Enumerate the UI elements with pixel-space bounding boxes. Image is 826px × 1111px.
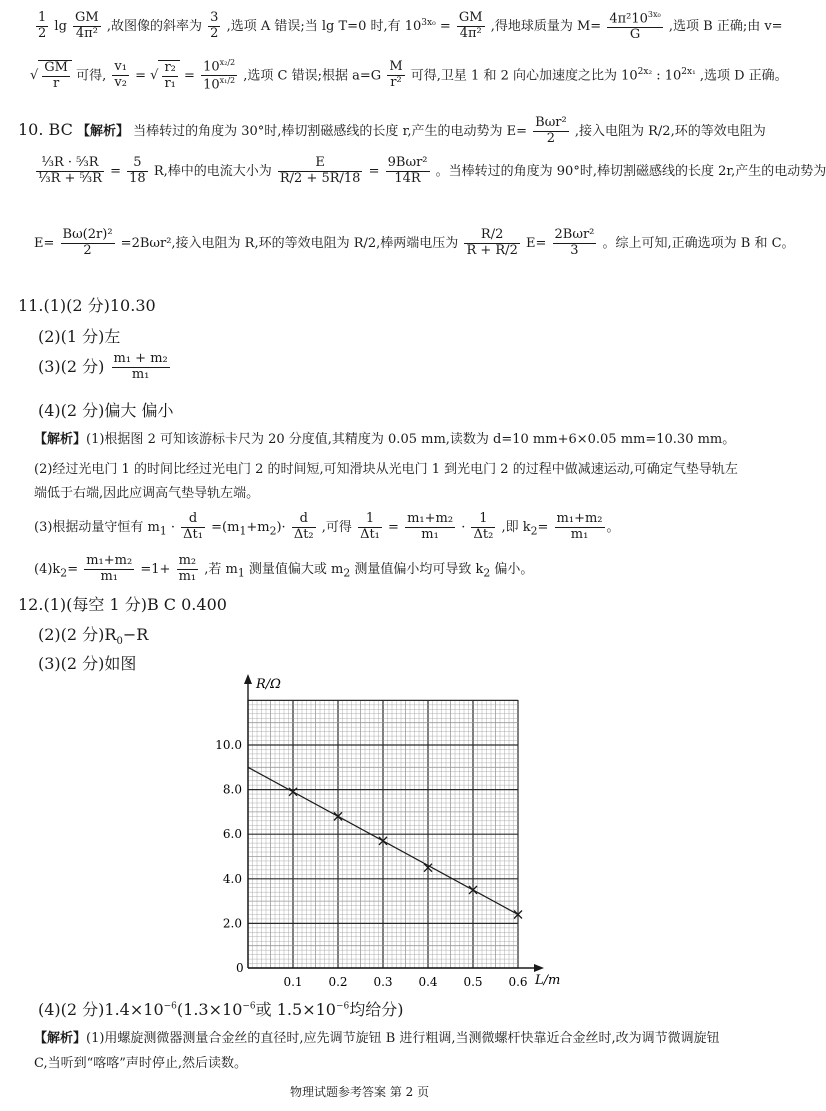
x-axis-arrow — [534, 964, 544, 972]
text: : 10 — [656, 68, 682, 84]
fraction: $\frac{1}{2}$ — [38, 10, 47, 42]
fraction: $\frac{\text{m₁ + m₂}}{\text{m₁}}$ — [113, 351, 168, 382]
q11-exp-2a: (2)经过光电门 1 的时间比经过光电门 2 的时间短,可知滑块从光电门 1 到光电门 2 的过程中做减速运动,可确定气垫导轨左 — [34, 462, 738, 477]
text: ,即 k — [501, 519, 531, 535]
y-tick-label: 8.0 — [222, 782, 242, 797]
text: ,选项 C 错误;根据 a=G — [243, 68, 382, 84]
x-tick-label: 0.4 — [418, 975, 438, 989]
text: =1+ — [140, 561, 171, 577]
answer: 或 1.5×10 — [255, 1000, 336, 1019]
fraction: $\frac{\text{Bω(2r)²}}{2}$ — [62, 227, 113, 258]
answer: (1.3×10 — [176, 1000, 243, 1019]
text: (1)根据图 2 可知该游标卡尺为 20 分度值,其精度为 0.05 mm,读数为 d=10 mm+6×0.05 mm=10.30 mm。 — [86, 432, 736, 447]
q12-number: 12. — [18, 595, 44, 614]
text: (4)k — [34, 561, 61, 577]
fraction: $\frac{R/2}{R + R/2}$ — [466, 227, 518, 258]
fraction: $\frac{\text{Bωr²}}{2}$ — [535, 115, 567, 146]
text: ,故图像的斜率为 — [106, 19, 203, 35]
answer: (2)(2 分)R — [38, 625, 117, 644]
fraction: $\frac{\text{m₂}}{\text{m₁}}$ — [178, 553, 197, 584]
q12-answer-3: (3)(2 分)如图 — [38, 654, 137, 673]
q11-answer-1 — [18, 293, 156, 316]
y-axis-label: R/Ω — [256, 677, 281, 692]
text: = — [135, 68, 147, 84]
answer: −R — [122, 625, 149, 644]
analysis-tag: 【解析】 — [34, 1031, 87, 1046]
x-tick-label: 0.1 — [283, 975, 303, 989]
x-tick-label: 0.2 — [328, 975, 348, 989]
answer: (1)(每空 1 分)B C 0.400 — [43, 595, 227, 614]
text: 。当棒转过的角度为 90°时,棒切割磁感线的长度 2r,产生的电动势为 — [435, 163, 826, 179]
text: ,接入电阻为 R/2,环的等效电阻为 — [574, 123, 766, 139]
q10-line-1 — [18, 116, 766, 147]
fraction: $\frac{d}{\text{Δt₂}}$ — [293, 511, 314, 542]
y-tick-label: 10.0 — [215, 738, 242, 752]
analysis-tag: 【解析】 — [76, 123, 129, 139]
q12-answer-4: (4)(2 分)$1.4\times 10^{-6}(1.3\times 10^{-6}$或 $1.5\times 10^{-6}$均给分) — [38, 1000, 404, 1019]
q12-exp-2: C,当听到“喀喀”声时停止,然后读数。 — [34, 1056, 248, 1071]
fraction: $\frac{d}{\text{Δt₁}}$ — [183, 511, 203, 542]
text: 可得,卫星 1 和 2 向心加速度之比为 10 — [410, 68, 638, 84]
q10-line-2 — [34, 156, 826, 187]
text: ,得地球质量为 M= — [490, 19, 602, 35]
q11-exp-4: $(4)k_2=$ $\frac{\text{m₁+m₂}}{\text{m₁}}$ =1+ $\frac{\text{m₂}}{\text{m₁}}$ ,若 $m_1$ 测量值偏大或 $m_2$ 测量值偏小均可导致 $k_2$ 偏小。 — [34, 553, 534, 584]
answer: (1)(2 分)10.30 — [43, 296, 156, 315]
origin-label: 0 — [236, 961, 244, 975]
q12-exp-1 — [34, 1027, 720, 1046]
fraction: $\frac{\text{m₁+m₂}}{\text{m₁}}$ — [556, 511, 603, 542]
x-tick-label: 0.5 — [463, 975, 483, 989]
answer: (3)(2 分) — [38, 356, 105, 376]
answer: (4)(2 分)1.4×10 — [38, 1000, 164, 1019]
y-axis-arrow — [244, 674, 252, 684]
q11-answer-4: (4)(2 分)偏大 偏小 — [38, 401, 174, 420]
prev-line-1: $\frac{1}{2}$ lg $\frac{GM}{\text{4π²}}$ ,故图像的斜率为 $\frac{3}{2}$ ,选项 A 错误;当 lg T=0 时,有 $10^{3x_0}$ = $\frac{GM}{\text{4π²}}$ ,得地球质量为 M= $\frac{4\pi^210^{3x_0}}{G}$ ,选项 B 正确;由 v= — [38, 10, 783, 43]
text: ,选项 D 正确。 — [699, 68, 788, 84]
q11-exp-2b: 端低于右端,因此应调高气垫导轨左端。 — [34, 486, 260, 501]
y-tick-label: 2.0 — [222, 916, 242, 931]
text: = — [388, 519, 399, 535]
text: E= — [34, 235, 55, 251]
text: = — [110, 163, 121, 179]
text: = — [184, 68, 195, 84]
fraction: $\frac{\text{m₁+m₂}}{\text{m₁}}$ — [86, 553, 133, 584]
r-vs-l-graph — [200, 672, 561, 996]
analysis-tag: 【解析】 — [34, 432, 87, 447]
fraction: $\frac{\text{9Bωr²}}{14R}$ — [387, 155, 428, 186]
sqrt: √ $\frac{GM}{r}$ — [30, 68, 72, 83]
text: +m — [246, 519, 270, 535]
fraction: $\frac{M}{\text{r²}}$ — [389, 59, 403, 91]
answer: 均给分) — [349, 1000, 404, 1019]
fraction: $\frac{4\pi^210^{3x_0}}{G}$ — [609, 10, 661, 43]
text: 偏小。 — [490, 561, 534, 577]
q11-exp-1 — [34, 428, 735, 447]
text: ,选项 A 错误;当 lg T=0 时,有 10 — [226, 19, 422, 35]
q12-answer-1 — [18, 592, 227, 615]
text: · — [461, 519, 466, 535]
q12-answer-2: (2)(2 分)$R_0-R$ — [38, 625, 149, 648]
prev-line-2: √ $\frac{GM}{r}$ 可得, $\frac{\text{v₁}}{\text{v₂}}$ = √ $\frac{\text{r₂}}{\text{r₁}}$ = $\frac{10^{x_2/2}}{10^{x_1/2}}$ ,选项 C 错误;根据 a=G $\frac{M}{\text{r²}}$ 可得,卫星 1 和 2 向心加速度之比为 $10^{2x_2}$ : $10^{2x_1}$ ,选项 D 正确。 — [30, 58, 788, 93]
x-axis-label: L/m — [535, 973, 561, 988]
text: (1)用螺旋测微器测量合金丝的直径时,应先调节旋钮 B 进行粗调,当测微螺杆快靠近合金丝时,改为调节微调旋钮 — [86, 1031, 720, 1046]
fraction: $\frac{5}{18}$ — [129, 155, 146, 186]
y-tick-label: 4.0 — [222, 871, 242, 886]
text: (3)根据动量守恒有 m — [34, 519, 160, 535]
sqrt: √ $\frac{\text{r₂}}{\text{r₁}}$ — [150, 68, 180, 83]
text: )· — [276, 519, 286, 535]
text: R,棒中的电流大小为 — [153, 163, 272, 179]
text: 测量值偏小均可导致 k — [350, 561, 484, 577]
fraction: $\frac{\text{⅓R · ⁵⁄₃R}}{\text{⅓R + ⁵⁄₃R}}$ — [38, 155, 102, 186]
q11-answer-3 — [38, 352, 172, 383]
q10-line-3 — [34, 228, 795, 259]
fraction: $\frac{10^{x_2/2}}{10^{x_1/2}}$ — [203, 58, 236, 93]
fraction: $\frac{GM}{\text{4π²}}$ — [458, 10, 483, 42]
fraction: $\frac{\text{2Bωr²}}{3}$ — [554, 227, 595, 258]
text: = — [537, 519, 549, 535]
text: ,选项 B 正确;由 v= — [668, 19, 783, 35]
fraction: $\frac{GM}{\text{4π²}}$ — [75, 10, 99, 42]
y-tick-label: 6.0 — [222, 827, 242, 842]
x-tick-label: 0.3 — [373, 975, 393, 989]
page-footer: 物理试题参考答案 第 2 页 — [290, 1085, 430, 1099]
text: = — [368, 163, 380, 179]
q10-number: 10. BC — [18, 119, 73, 139]
fraction: $\frac{\text{v₁}}{\text{v₂}}$ — [114, 59, 127, 91]
fraction: $\frac{1}{\text{Δt₁}}$ — [360, 511, 380, 542]
q11-exp-3: (3)根据动量守恒有 $m_1$ · $\frac{d}{\text{Δt₁}}$ $=(m_1+m_2)\cdot$ $\frac{d}{\text{Δt₂}}$ ,可得 $\frac{1}{\text{Δt₁}}$ = $\frac{\text{m₁+m₂}}{\text{m₁}}$ · $\frac{1}{\text{Δt₂}}$ ,即 $k_2=$ $\frac{\text{m₁+m₂}}{\text{m₁}}$ 。 — [34, 511, 620, 542]
q11-answer-2: (2)(1 分)左 — [38, 327, 121, 346]
text: ,若 m — [204, 561, 238, 577]
fraction: $\frac{\text{m₁+m₂}}{\text{m₁}}$ — [407, 511, 454, 542]
text: = — [67, 561, 79, 577]
text: = — [439, 19, 451, 35]
text: lg — [54, 19, 67, 35]
text: ,可得 — [321, 519, 352, 535]
q11-number: 11. — [18, 296, 44, 315]
x-tick-label: 0.6 — [508, 975, 528, 989]
text: 当棒转过的角度为 30°时,棒切割磁感线的长度 r,产生的电动势为 E= — [133, 123, 527, 139]
text: 测量值偏大或 m — [244, 561, 344, 577]
fraction: $\frac{3}{2}$ — [210, 10, 219, 42]
text: E= — [525, 235, 547, 251]
text: =2Bωr²,接入电阻为 R,环的等效电阻为 R/2,棒两端电压为 — [120, 235, 459, 251]
text: =(m — [211, 519, 240, 535]
fraction: $\frac{1}{\text{Δt₂}}$ — [473, 511, 494, 542]
fraction: $\frac{E}{R/2 + 5R/18}$ — [279, 155, 361, 186]
text: 可得, — [76, 68, 107, 84]
text: 。综上可知,正确选项为 B 和 C。 — [602, 235, 795, 251]
